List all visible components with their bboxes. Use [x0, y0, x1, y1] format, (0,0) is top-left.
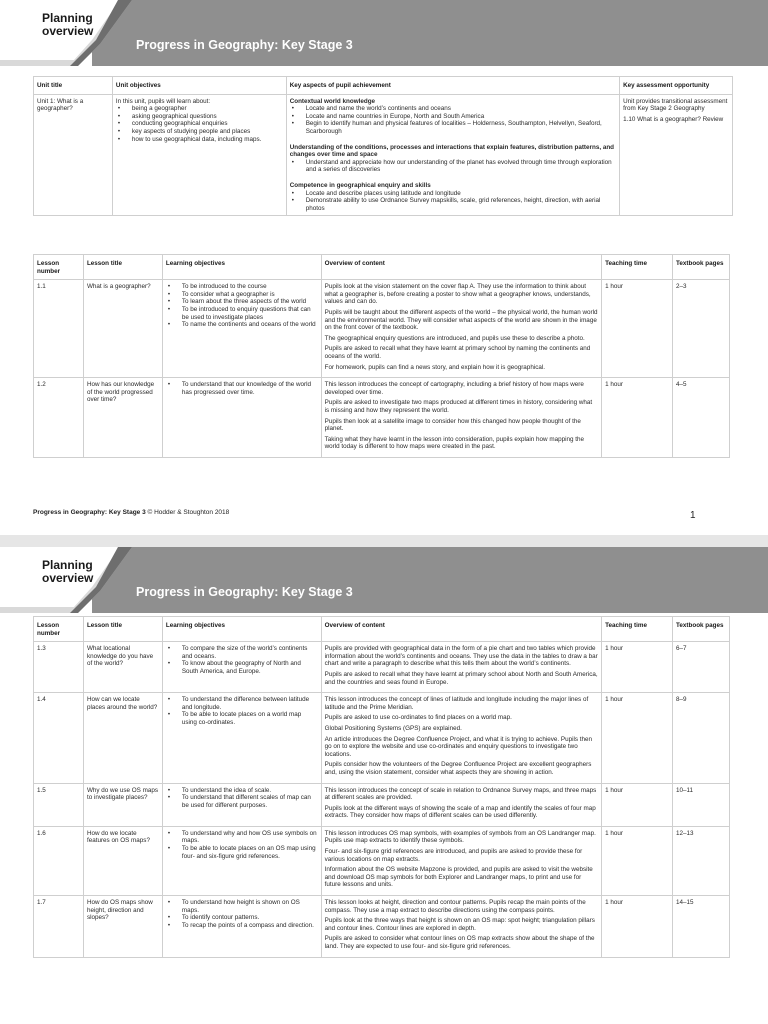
- list-item: • To know about the geography of North and South America, and Europe.: [166, 660, 318, 675]
- overview-of-content: [321, 896, 601, 958]
- learning-objectives: [162, 378, 321, 458]
- overview-paragraph: Pupils will be taught about the different aspects of the world – the physical world, the human world and the environmental world. They will consider what aspects of the world are shown in the image on the front cover of the textbook.: [324, 308, 598, 332]
- overview-paragraph: Pupils look at the vision statement on the cover flap A. They use the information to think about what a geographer is, before creating a poster to show what a geographer knows, understands, values and can do.: [324, 283, 591, 306]
- list-item: • asking geographical questions: [116, 113, 283, 121]
- list-item: • To be introduced to enquiry questions that can be used to investigate places: [166, 306, 318, 321]
- list-item: • Begin to identify human and physical features of localities – Holderness, Southampton, Helvellyn, Seaford, Scarborough: [290, 120, 616, 135]
- learning-objectives: [162, 693, 321, 783]
- objectives-list: [166, 645, 318, 675]
- overview-paragraph: Pupils then look at a satellite image to consider how this changed how people thought of the planet.: [324, 417, 581, 433]
- page-number: 1: [690, 510, 696, 521]
- unit-row: [34, 94, 733, 216]
- overview-paragraph: Pupils are provided with geographical data in the form of a pie chart and two tables which provide information about the world’s continents and oceans. They use the data in the tables to draw a bar chart and write a paragraph to describe what this tells them about the world’s continents.: [324, 645, 598, 668]
- list-item: • To learn about the three aspects of the world: [166, 298, 318, 306]
- lesson-number-header: Lesson number: [34, 617, 84, 642]
- overview-of-content: [321, 693, 601, 783]
- unit-table: [33, 76, 733, 216]
- table-row: [34, 826, 730, 895]
- list-item: • To be introduced to the course: [166, 283, 318, 291]
- lesson-number: 1.5: [34, 783, 84, 826]
- unit-objectives-header: Unit objectives: [112, 77, 286, 95]
- learning-objectives-header: Learning objectives: [162, 255, 321, 280]
- aspect-list: [290, 190, 616, 213]
- list-item: • To consider what a geographer is: [166, 291, 318, 299]
- unit-table-header: [34, 77, 733, 95]
- overview-header: Overview of content: [321, 617, 601, 642]
- lesson-title-header: Lesson title: [83, 255, 162, 280]
- lesson-number: 1.7: [34, 896, 84, 958]
- overview-of-content: [321, 280, 601, 378]
- textbook-pages: 2–3: [673, 280, 730, 378]
- teaching-time: 1 hour: [602, 896, 673, 958]
- list-item: • To identify contour patterns.: [166, 914, 318, 922]
- lesson-number: 1.6: [34, 826, 84, 895]
- overview-of-content: [321, 378, 601, 458]
- lesson-table-page-1: [33, 254, 730, 458]
- objectives-list: [166, 830, 318, 860]
- lesson-number: 1.2: [34, 378, 84, 458]
- assessment-opportunity: Unit provides transitional assessment from Key Stage 2 Geography 1.10 What is a geographer? Review: [620, 94, 733, 216]
- overview-paragraph: Pupils look at the three ways that height is shown on an OS map: spot height; triangulation pillars and contour lines. Contour lines are explored in depth.: [324, 917, 595, 932]
- overview-paragraph: Global Positioning Systems (GPS) are explained.: [324, 724, 462, 732]
- objectives-list: [166, 381, 318, 396]
- lesson-title: How can we locate places around the world?: [83, 693, 162, 783]
- objectives-list: [166, 283, 318, 329]
- lesson-table-header: [34, 255, 730, 280]
- overview-paragraph: Information about the OS website Mapzone is provided, and pupils are asked to visit the website and download OS map symbols for both Explorer and Landranger maps, to print and use for future lessons and units.: [324, 866, 593, 889]
- banner-bar: [92, 547, 768, 613]
- textbook-pages-header: Textbook pages: [673, 255, 730, 280]
- list-item: • To understand how height is shown on OS maps.: [166, 899, 318, 914]
- learning-objectives: [162, 642, 321, 693]
- teaching-time-header: Teaching time: [602, 617, 673, 642]
- list-item: • Locate and name countries in Europe, North and South America: [290, 113, 616, 121]
- overview-paragraph: This lesson introduces the concept of scale in relation to Ordnance Survey maps, and three maps at different scales are provided.: [324, 786, 597, 802]
- textbook-pages: 6–7: [673, 642, 730, 693]
- table-row: [34, 378, 730, 458]
- banner-bar: [92, 0, 768, 66]
- lesson-number: 1.3: [34, 642, 84, 693]
- table-row: [34, 693, 730, 783]
- overview-paragraph: Pupils look at the different ways of showing the scale of a map and identify the scales of four map extracts. They consider how maps of different scales can be used differently.: [324, 804, 596, 820]
- overview-of-content: [321, 642, 601, 693]
- list-item: • how to use geographical data, including maps.: [116, 136, 283, 144]
- lesson-title-header: Lesson title: [83, 617, 162, 642]
- overview-header: Overview of content: [321, 255, 601, 280]
- objectives-list: [166, 787, 318, 810]
- list-item: • Demonstrate ability to use Ordnance Survey mapskills, scale, grid references, height, direction, with aerial photos: [290, 197, 616, 212]
- teaching-time: 1 hour: [602, 378, 673, 458]
- teaching-time: 1 hour: [602, 642, 673, 693]
- lesson-number: 1.1: [34, 280, 84, 378]
- overview-paragraph: Four- and six-figure grid references are introduced, and pupils are asked to provide these for various locations on map extracts.: [324, 848, 583, 863]
- lesson-number-header: Lesson number: [34, 255, 84, 280]
- aspect-heading: Competence in geographical enquiry and skills: [289, 181, 431, 189]
- list-item: • To understand why and how OS use symbols on maps.: [166, 830, 318, 845]
- overview-paragraph: Pupils are asked to consider what contour lines on OS map extracts show about the shape of the land. They are expected to use four- and six-figure grid references.: [324, 935, 595, 950]
- list-item: • conducting geographical enquiries: [116, 120, 283, 128]
- planning-overview-label: Planning overview: [42, 11, 94, 38]
- page-banner: [0, 0, 768, 66]
- page-2: [0, 547, 768, 1024]
- textbook-pages: 4–5: [673, 378, 730, 458]
- page-title: Progress in Geography: Key Stage 3: [136, 585, 353, 599]
- key-aspects-header: Key aspects of pupil achievement: [286, 77, 619, 95]
- overview-paragraph: For homework, pupils can find a news story, and explain how it is geographical.: [324, 363, 546, 371]
- lesson-title: What is a geographer?: [83, 280, 162, 378]
- key-aspects: [286, 94, 619, 216]
- overview-paragraph: This lesson introduces OS map symbols, with examples of symbols from an OS Landranger map. Pupils use map extracts to identify these symbols.: [324, 829, 596, 845]
- unit-objectives: In this unit, pupils will learn about: • being a geographer • asking geographical questions • conducting geographical enquiries • key aspects of studying people and places • how to use geographical data, including maps.: [112, 94, 286, 216]
- list-item: • To name the continents and oceans of the world: [166, 321, 318, 329]
- overview-paragraph: Pupils consider how the volunteers of the Degree Confluence Project are excellent geographers and, using the vision statement, consider what aspects they are showing in action.: [324, 761, 592, 776]
- list-item: • To compare the size of the world’s continents and oceans.: [166, 645, 318, 660]
- footer: Progress in Geography: Key Stage 3 © Hodder & Stoughton 2018: [33, 509, 230, 516]
- lesson-title: How do we locate features on OS maps?: [83, 826, 162, 895]
- list-item: • To understand that our knowledge of the world has progressed over time.: [166, 381, 318, 396]
- list-item: • Locate and name the world’s continents and oceans: [290, 105, 616, 113]
- unit-objectives-list: [116, 105, 283, 143]
- teaching-time: 1 hour: [602, 826, 673, 895]
- assessment-header: Key assessment opportunity: [620, 77, 733, 95]
- list-item: • To understand the difference between latitude and longitude.: [166, 696, 318, 711]
- list-item: • To recap the points of a compass and direction.: [166, 922, 318, 930]
- list-item: • To understand that different scales of map can be used for different purposes.: [166, 794, 318, 809]
- list-item: • Understand and appreciate how our understanding of the planet has evolved through time through exploration and a series of discoveries: [290, 159, 616, 174]
- teaching-time: 1 hour: [602, 280, 673, 378]
- overview-paragraph: This lesson introduces the concept of cartography, including a brief history of how maps were developed over time.: [324, 381, 584, 396]
- overview-paragraph: This lesson introduces the concept of lines of latitude and longitude including the major lines of latitude and the Prime Meridian.: [324, 696, 589, 711]
- lesson-title: How do OS maps show height, direction and slopes?: [83, 896, 162, 958]
- teaching-time: 1 hour: [602, 693, 673, 783]
- learning-objectives: [162, 280, 321, 378]
- overview-paragraph: This lesson looks at height, direction and contour patterns. Pupils recap the main points of the compass. They use a map extract to describe directions using the compass points.: [324, 899, 586, 914]
- overview-paragraph: Pupils are asked to recall what they have learnt at primary school by naming the continents and oceans of the world.: [324, 345, 591, 360]
- planning-overview-label: Planning overview: [42, 558, 94, 585]
- lesson-title: How has our knowledge of the world progressed over time?: [83, 378, 162, 458]
- textbook-pages: 8–9: [673, 693, 730, 783]
- lesson-number: 1.4: [34, 693, 84, 783]
- aspect-heading: Contextual world knowledge: [289, 97, 376, 105]
- list-item: • key aspects of studying people and places: [116, 128, 283, 136]
- list-item: • To be able to locate places on a world map using co-ordinates.: [166, 711, 318, 726]
- page-banner: [0, 547, 768, 613]
- overview-paragraph: Taking what they have learnt in the lesson into consideration, pupils explain how mapping the world today is different to how maps were created in the past.: [324, 435, 585, 451]
- lesson-table-header: [34, 617, 730, 642]
- learning-objectives: [162, 896, 321, 958]
- textbook-pages: 10–11: [673, 783, 730, 826]
- list-item: • To be able to locate places on an OS map using four- and six-figure grid references.: [166, 845, 318, 860]
- page-separator: [0, 535, 768, 547]
- unit-title-header: Unit title: [34, 77, 113, 95]
- overview-paragraph: Pupils are asked to recall what they have learnt at primary school about North and South America, and the countries and seas found in Europe.: [324, 670, 598, 686]
- lesson-table-page-2: [33, 616, 730, 958]
- objectives-list: [166, 696, 318, 726]
- overview-of-content: [321, 783, 601, 826]
- aspect-list: [290, 159, 616, 174]
- teaching-time-header: Teaching time: [602, 255, 673, 280]
- table-row: [34, 642, 730, 693]
- overview-paragraph: An article introduces the Degree Confluence Project, and what it is trying to achieve. Pupils then go on to explore the website and use co-ordinates and enquiry questions to investigate two locations.: [324, 735, 593, 758]
- textbook-pages: 14–15: [673, 896, 730, 958]
- table-row: [34, 280, 730, 378]
- overview-of-content: [321, 826, 601, 895]
- unit-title: Unit 1: What is a geographer?: [34, 94, 113, 216]
- teaching-time: 1 hour: [602, 783, 673, 826]
- list-item: • To understand the idea of scale.: [166, 787, 318, 795]
- overview-paragraph: The geographical enquiry questions are introduced, and pupils use these to describe a photo.: [324, 334, 585, 342]
- aspect-list: [290, 105, 616, 135]
- overview-paragraph: Pupils are asked to use co-ordinates to find places on a world map.: [324, 714, 512, 722]
- aspect-heading: Understanding of the conditions, processes and interactions that explain features, distribution patterns, and changes over time and space: [289, 143, 615, 159]
- page-title: Progress in Geography: Key Stage 3: [136, 38, 353, 52]
- textbook-pages: 12–13: [673, 826, 730, 895]
- table-row: [34, 783, 730, 826]
- lesson-title: What locational knowledge do you have of the world?: [83, 642, 162, 693]
- list-item: • being a geographer: [116, 105, 283, 113]
- lesson-title: Why do we use OS maps to investigate places?: [83, 783, 162, 826]
- objectives-list: [166, 899, 318, 929]
- overview-paragraph: Pupils are asked to investigate two maps produced at different times in history, considering what is missing and how they represent the world.: [324, 399, 593, 414]
- textbook-pages-header: Textbook pages: [673, 617, 730, 642]
- learning-objectives: [162, 783, 321, 826]
- learning-objectives: [162, 826, 321, 895]
- table-row: [34, 896, 730, 958]
- list-item: • Locate and describe places using latitude and longitude: [290, 190, 616, 198]
- learning-objectives-header: Learning objectives: [162, 617, 321, 642]
